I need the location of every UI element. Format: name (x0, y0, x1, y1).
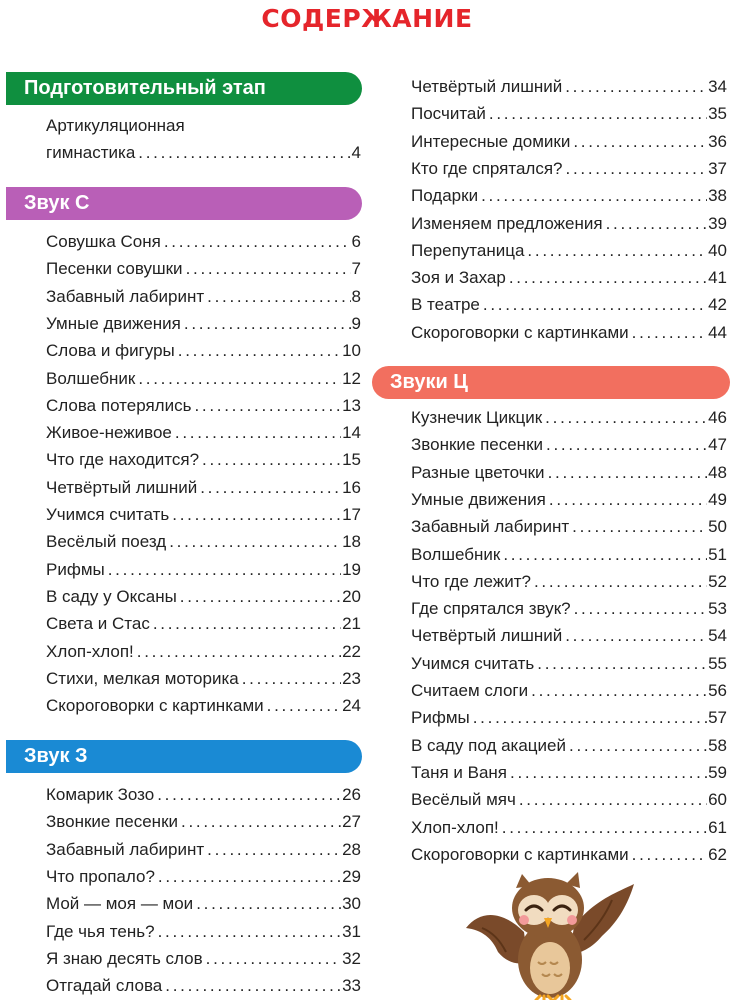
toc-entry-label: Света и Стас (46, 614, 150, 634)
toc-dot-leader (165, 972, 341, 999)
toc-entry-page: 6 (351, 232, 361, 251)
toc-entry-page: 12 (342, 368, 361, 388)
toc-entry-page: 7 (351, 259, 361, 279)
toc-entry-page: 53 (708, 599, 727, 619)
toc-dot-leader (138, 365, 341, 392)
toc-dot-leader (164, 228, 351, 255)
toc-entry (411, 759, 727, 786)
toc-entry-label: Звонкие песенки (411, 435, 543, 455)
toc-entry-page: 28 (342, 839, 361, 859)
toc-entry (411, 459, 727, 486)
toc-entry-label: Умные движения (411, 489, 546, 509)
toc-entry-label: Весёлый поезд (46, 532, 167, 552)
toc-entry (411, 404, 727, 431)
toc-entry (46, 890, 361, 917)
toc-entry-label: Умные движения (46, 313, 181, 333)
toc-dot-leader (546, 431, 707, 458)
toc-entry-page: 37 (708, 158, 727, 178)
toc-entry (46, 474, 361, 501)
toc-entry (46, 228, 361, 255)
toc-entry-page: 59 (708, 762, 727, 782)
toc-entry (411, 541, 727, 568)
toc-entry-label: Я знаю десять слов (46, 948, 203, 968)
toc-entry-label: Четвёртый лишний (46, 477, 198, 497)
toc-entry-page: 46 (708, 408, 727, 427)
toc-dot-leader (549, 486, 707, 513)
toc-entry-page: 39 (708, 213, 727, 233)
toc-entry-page: 26 (342, 785, 361, 804)
toc-entry (46, 556, 361, 583)
toc-entry-page: 32 (342, 948, 361, 968)
toc-entry (46, 310, 361, 337)
toc-entry-page: 55 (708, 653, 727, 673)
toc-entry-label: Слова и фигуры (46, 341, 175, 361)
toc-entry-page: 29 (342, 866, 361, 886)
toc-entry-label: Песенки совушки (46, 259, 183, 279)
toc-dot-leader (138, 139, 350, 166)
toc-entry-page: 33 (342, 976, 361, 996)
toc-dot-leader (180, 583, 341, 610)
toc-entry-label: Что где находится? (46, 450, 200, 470)
toc-entry-page: 47 (708, 435, 727, 455)
toc-entry-page: 20 (342, 586, 361, 606)
toc-entry-page: 54 (708, 626, 727, 646)
toc-dot-leader (196, 890, 341, 917)
toc-entry (411, 291, 727, 318)
toc-dot-leader (157, 781, 341, 808)
toc-dot-leader (473, 704, 707, 731)
toc-entry-page: 19 (342, 559, 361, 579)
toc-entry-label: Что пропало? (46, 866, 155, 886)
toc-entry-page: 22 (342, 641, 361, 661)
toc-entry (411, 677, 727, 704)
toc-entry-label: В театре (411, 295, 480, 315)
toc-entry (411, 814, 727, 841)
toc-entry (411, 431, 727, 458)
toc-dot-leader (565, 73, 707, 100)
toc-dot-leader (509, 264, 707, 291)
toc-entry-page: 62 (708, 844, 727, 864)
toc-dot-leader (206, 945, 341, 972)
toc-dot-leader (153, 610, 341, 637)
toc-dot-leader (569, 732, 707, 759)
toc-entry (411, 513, 727, 540)
toc-entry-label: Забавный лабиринт (46, 286, 205, 306)
toc-entry-page: 16 (342, 477, 361, 497)
toc-dot-leader (566, 155, 708, 182)
toc-entry (411, 182, 727, 209)
toc-entry (46, 863, 361, 890)
toc-entry-page: 44 (708, 322, 727, 342)
toc-dot-leader (181, 808, 341, 835)
toc-entry (411, 841, 727, 868)
toc-entry (46, 808, 361, 835)
toc-entry-label: Что где лежит? (411, 571, 531, 591)
toc-entry-page: 30 (342, 894, 361, 914)
toc-entry-label: Рифмы (411, 708, 470, 728)
toc-entry (46, 139, 361, 166)
toc-entry-page: 15 (342, 450, 361, 470)
toc-entry-label: Интересные домики (411, 131, 571, 151)
toc-dot-leader (172, 501, 341, 528)
toc-entry-page: 49 (708, 489, 727, 509)
toc-entry-page: 23 (342, 668, 361, 688)
toc-entry (411, 210, 727, 237)
toc-dot-leader (489, 100, 707, 127)
toc-entry-label: Волшебник (411, 544, 501, 564)
toc-entry-page: 34 (708, 77, 727, 96)
toc-entry-page: 35 (708, 104, 727, 124)
toc-dot-leader (158, 863, 341, 890)
toc-entry-label: Рифмы (46, 559, 105, 579)
toc-dot-leader (531, 677, 707, 704)
toc-entry-page: 17 (342, 505, 361, 524)
toc-entry-page: 41 (708, 268, 727, 288)
toc-entry-page: 52 (708, 571, 727, 591)
toc-entry-label: Живое-неживое (46, 423, 172, 443)
toc-entry (46, 446, 361, 473)
toc-entry-label: Таня и Ваня (411, 762, 507, 782)
toc-dot-leader (207, 836, 341, 863)
toc-entry-label: Перепутаница (411, 240, 525, 260)
toc-dot-leader (178, 337, 341, 364)
toc-entry (46, 665, 361, 692)
toc-entry-page: 18 (342, 532, 361, 552)
toc-entry-page: 27 (342, 812, 361, 832)
toc-entry (411, 622, 727, 649)
toc-entry-label: Слова потерялись (46, 395, 192, 415)
toc-entry-label: Считаем слоги (411, 681, 529, 700)
toc-entry (411, 650, 727, 677)
toc-entry (411, 595, 727, 622)
toc-entry-label: Кто где спрятался? (411, 158, 563, 178)
toc-entry (411, 568, 727, 595)
toc-entry-page: 36 (708, 131, 727, 151)
toc-entry-label: Кузнечик Цикцик (411, 408, 543, 427)
toc-dot-leader (574, 595, 707, 622)
toc-entry-page: 24 (342, 696, 361, 716)
toc-entry-label: Скороговорки с картинками (46, 696, 264, 716)
toc-entry (46, 692, 361, 719)
toc-dot-leader (267, 692, 341, 719)
toc-dot-leader (108, 556, 341, 583)
toc-entry (411, 732, 727, 759)
toc-entry-label: Весёлый мяч (411, 790, 516, 810)
toc-dot-leader (175, 419, 341, 446)
toc-entry-label: Мой — моя — мои (46, 894, 194, 914)
toc-entry-page: 21 (342, 614, 361, 634)
toc-entry (411, 128, 727, 155)
toc-entry (411, 486, 727, 513)
toc-entry (46, 528, 361, 555)
toc-entry-page: 57 (708, 708, 727, 728)
toc-entry-page: 60 (708, 790, 727, 810)
toc-entry-page: 50 (708, 517, 727, 537)
toc-entry (46, 419, 361, 446)
toc-entry (46, 945, 361, 972)
toc-entry-page: 13 (342, 395, 361, 415)
toc-dot-leader (481, 182, 707, 209)
toc-dot-leader (200, 474, 341, 501)
toc-entry (46, 638, 361, 665)
toc-entry-label: Изменяем предложения (411, 213, 603, 233)
toc-dot-leader (503, 541, 707, 568)
toc-dot-leader (537, 650, 707, 677)
section-heading-zvuk-s: Звук С (6, 187, 362, 220)
toc-entry-label: Звонкие песенки (46, 812, 178, 832)
toc-entry-label: В саду под акацией (411, 735, 566, 755)
toc-entry-page: 14 (342, 423, 361, 443)
toc-entry-label: Четвёртый лишний (411, 626, 563, 646)
owl-icon (462, 870, 642, 1000)
toc-entry-page: 42 (708, 295, 727, 315)
toc-entry-page: 38 (708, 186, 727, 206)
toc-entry-page: 10 (342, 341, 361, 361)
toc-entry (46, 365, 361, 392)
toc-entry-label: Хлоп-хлоп! (46, 641, 134, 661)
toc-entry (46, 337, 361, 364)
toc-entry (411, 100, 727, 127)
toc-entry-page: 4 (351, 143, 361, 162)
toc-dot-leader (483, 291, 707, 318)
toc-dot-leader (169, 528, 341, 555)
toc-dot-leader (534, 568, 707, 595)
toc-dot-leader (202, 446, 341, 473)
toc-entry (46, 918, 361, 945)
toc-entry-page: 58 (708, 735, 727, 755)
toc-dot-leader (545, 404, 707, 431)
toc-dot-leader (573, 128, 707, 155)
toc-entry (411, 264, 727, 291)
toc-entry-label: Отгадай слова (46, 976, 163, 996)
toc-entry (411, 319, 727, 346)
toc-entry-label: Учимся считать (46, 505, 170, 524)
toc-entry-label: Где чья тень? (46, 921, 155, 941)
toc-entry-page: 8 (351, 286, 361, 306)
toc-entry (411, 73, 727, 100)
toc-entry (411, 237, 727, 264)
toc-entry-label: Где спрятался звук? (411, 599, 571, 619)
toc-entry (46, 283, 361, 310)
toc-entry (46, 610, 361, 637)
toc-entry-label: Комарик Зозо (46, 785, 155, 804)
toc-entry-label: В саду у Оксаны (46, 586, 177, 606)
toc-entry-label: Зоя и Захар (411, 268, 506, 288)
toc-entry-page: 40 (708, 240, 727, 260)
toc-dot-leader (632, 319, 707, 346)
toc-entry (46, 255, 361, 282)
toc-entry-label: Разные цветочки (411, 462, 545, 482)
page-title: СОДЕРЖАНИЕ (261, 4, 473, 33)
toc-dot-leader (527, 237, 707, 264)
toc-entry-label: Волшебник (46, 368, 136, 388)
toc-dot-leader (510, 759, 707, 786)
toc-entry-label: Скороговорки с картинками (411, 322, 629, 342)
toc-dot-leader (207, 283, 350, 310)
toc-entry-page: 31 (342, 921, 361, 941)
toc-entry (411, 786, 727, 813)
toc-dot-leader (194, 392, 341, 419)
toc-entry-page: 61 (708, 817, 727, 837)
toc-dot-leader (572, 513, 707, 540)
toc-dot-leader (632, 841, 707, 868)
toc-entry-label: Скороговорки с картинками (411, 844, 629, 864)
toc-entry (411, 704, 727, 731)
toc-entry-label: Четвёртый лишний (411, 77, 563, 96)
toc-entry-label: Стихи, мелкая моторика (46, 668, 239, 688)
toc-entry (46, 392, 361, 419)
toc-dot-leader (158, 918, 342, 945)
toc-entry-label: Подарки (411, 186, 479, 206)
toc-entry (46, 972, 361, 999)
toc-dot-leader (242, 665, 341, 692)
toc-entry-label: Совушка Соня (46, 232, 161, 251)
toc-entry-page: 51 (708, 544, 727, 564)
toc-dot-leader (502, 814, 707, 841)
toc-entry (46, 781, 361, 808)
toc-dot-leader (186, 255, 351, 282)
toc-entry-page: 56 (708, 681, 727, 700)
toc-entry-page: 48 (708, 462, 727, 482)
toc-entry-label: Хлоп-хлоп! (411, 817, 499, 837)
toc-dot-leader (548, 459, 708, 486)
toc-dot-leader (184, 310, 351, 337)
toc-dot-leader (606, 210, 708, 237)
toc-entry-label: Посчитай (411, 104, 486, 124)
toc-entry-label: Забавный лабиринт (411, 517, 570, 537)
toc-entry (411, 155, 727, 182)
toc-entry-label: Забавный лабиринт (46, 839, 205, 859)
toc-entry-label: Артикуляционная (46, 116, 185, 135)
section-heading-zvuk-z: Звук З (6, 740, 362, 773)
section-heading-zvuki-ts: Звуки Ц (372, 366, 730, 399)
toc-entry (46, 836, 361, 863)
toc-dot-leader (565, 622, 707, 649)
toc-entry (46, 583, 361, 610)
toc-entry-page: 9 (351, 313, 361, 333)
toc-entry-label: гимнастика (46, 143, 136, 162)
toc-dot-leader (137, 638, 341, 665)
toc-entry (46, 501, 361, 528)
section-heading-prep: Подготовительный этап (6, 72, 362, 105)
toc-entry-label: Учимся считать (411, 653, 535, 673)
toc-dot-leader (519, 786, 707, 813)
